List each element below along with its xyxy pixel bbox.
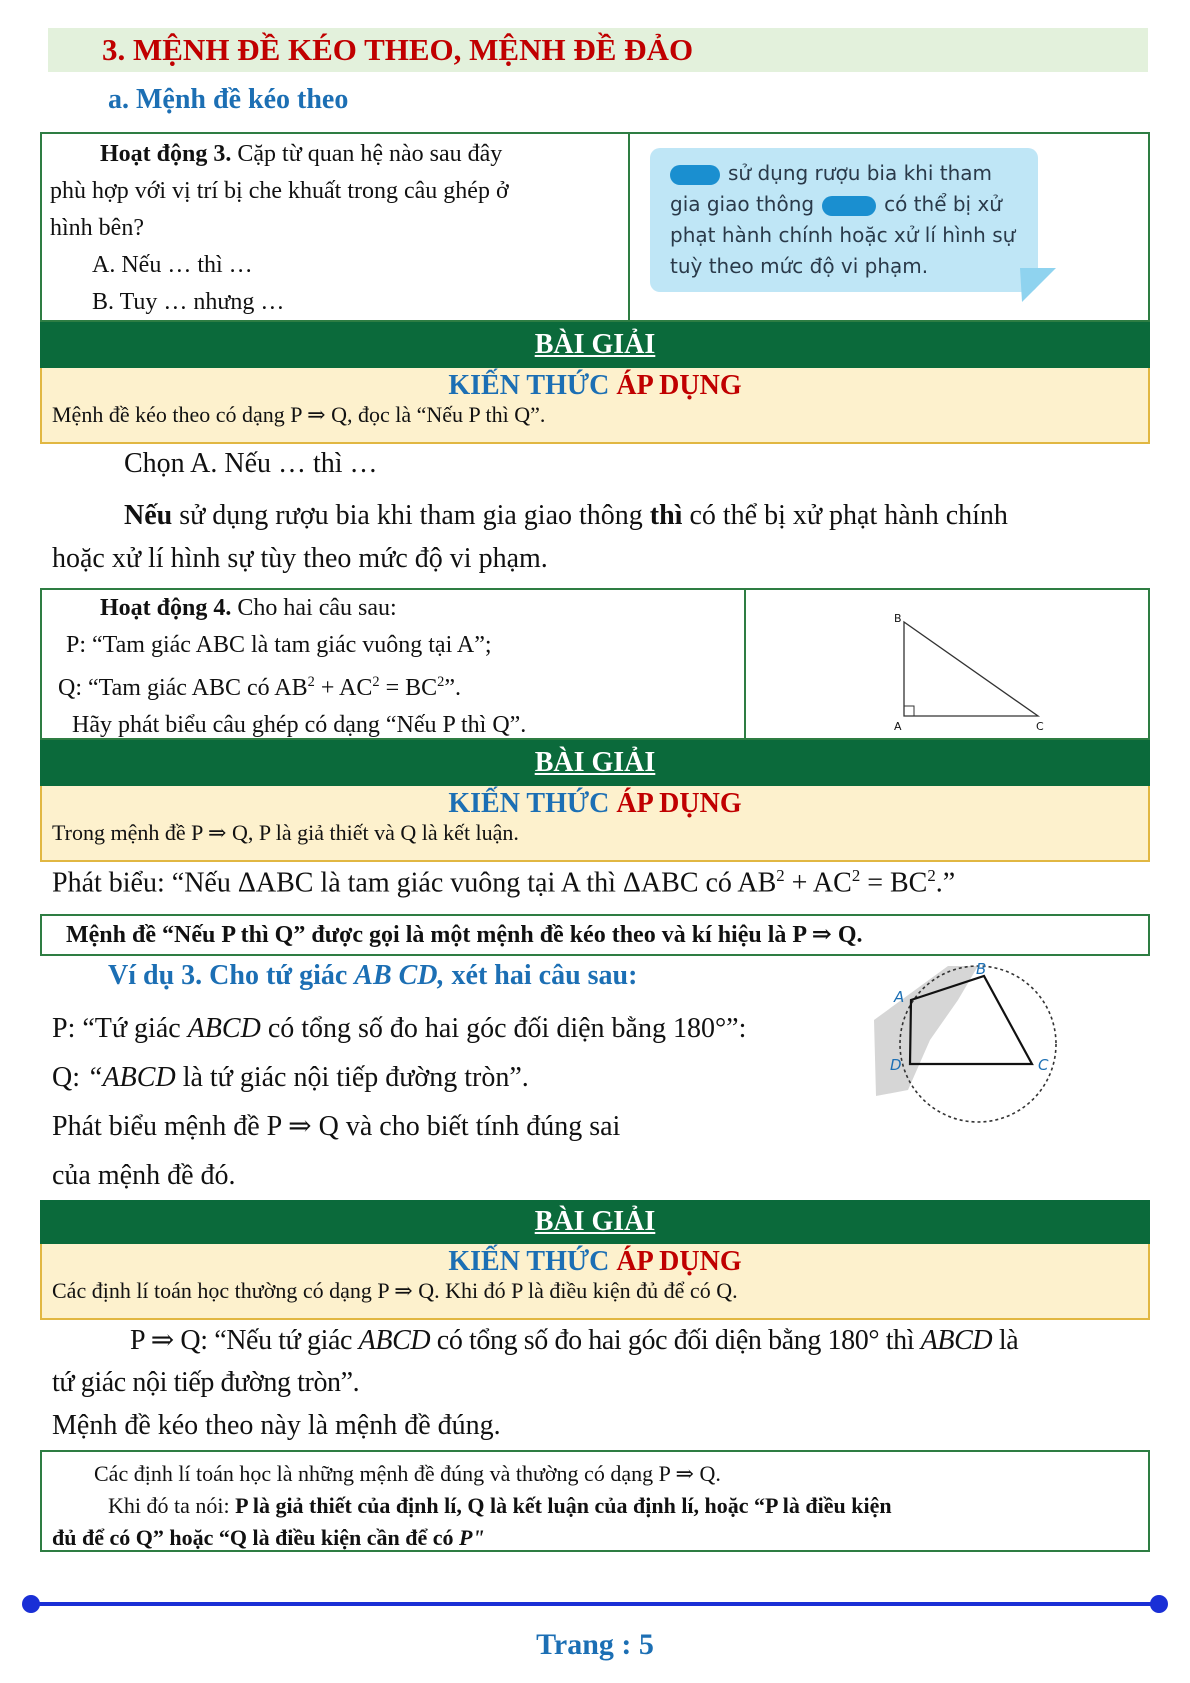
activity-3-box: [40, 132, 1150, 322]
example-3-q: Q: “ABCD là tứ giác nội tiếp đường tròn”.: [52, 1062, 529, 1093]
knowledge-box-3: [40, 1244, 1150, 1320]
statement-q: Q: “Tam giác ABC có $AB^2 + AC^2 = BC^2$”.: [58, 674, 462, 701]
solution-3-answer: P ⇒ Q: “Nếu tứ giác ABCD có tổng số đo hai góc đối diện bằng 180° thì ABCD là tứ giác nội tiếp đường tròn”.: [52, 1325, 1019, 1398]
explanation-1: Nếu sử dụng rượu bia khi tham gia giao thông thì có thể bị xử phạt hành chính hoặc xử lí hình sự tùy theo mức độ vi phạm.: [52, 500, 1008, 574]
option-a: A. Nếu … thì …: [92, 252, 253, 278]
example-3-body: [52, 1004, 746, 1200]
solution-2-header: BÀI GIẢI: [40, 740, 1150, 786]
vertex-a-label: A: [894, 720, 902, 732]
hidden-word-2: [822, 196, 876, 216]
activity-4-text: Hoạt động 4. Cho hai câu sau: P: “Tam giác ABC là tam giác vuông tại A”; Q: “Tam giác ABC có $AB^2 + AC^2 = BC^2$”. Hãy phát biểu câu ghép có dạng “Nếu P thì Q”.: [50, 590, 740, 744]
solution-3-conclusion: Mệnh đề kéo theo này là mệnh đề đúng.: [52, 1410, 501, 1441]
knowledge-title-2: KIẾN THỨC ÁP DỤNG: [448, 788, 742, 819]
example-3-title: Ví dụ 3. Cho tứ giác AB CD, xét hai câu sau:: [108, 960, 638, 991]
section-title: 3. MỆNH ĐỀ KÉO THEO, MỆNH ĐỀ ĐẢO: [48, 28, 1148, 72]
activity-3-text: Hoạt động 3. Cặp từ quan hệ nào sau đây phù hợp với vị trí bị che khuất trong câu ghép ở hình bên? A. Nếu … thì … B. Tuy … nhưng …: [50, 136, 620, 321]
footer-line: [30, 1602, 1160, 1606]
speech-bubble-tail: [1020, 268, 1060, 304]
solution-2-statement: Phát biểu: “Nếu ΔABC là tam giác vuông tại A thì ΔABC có $AB^2 + AC^2 = BC^2$.”: [52, 866, 956, 899]
definition-text: Mệnh đề “Nếu P thì Q” được gọi là một mệnh đề kéo theo và kí hiệu là P ⇒ Q.: [66, 922, 863, 948]
activity-4-box: [40, 588, 1150, 740]
activity-4-label: Hoạt động 4.: [100, 595, 232, 621]
cyclic-quadrilateral-figure: [860, 960, 1080, 1130]
page-number: Trang : 5: [536, 1628, 654, 1661]
quad-vertex-a-label: A: [894, 988, 905, 1006]
hidden-word-1: [670, 165, 720, 185]
knowledge-text-3: Các định lí toán học thường có dạng P ⇒ Q. Khi đó P là điều kiện đủ để có Q.: [52, 1278, 738, 1303]
knowledge-text-1: Mệnh đề kéo theo có dạng P ⇒ Q, đọc là “Nếu P thì Q”.: [52, 402, 546, 427]
activity-4-task: Hãy phát biểu câu ghép có dạng “Nếu P thì Q”.: [72, 712, 527, 738]
option-b: B. Tuy … nhưng …: [92, 289, 285, 315]
right-triangle-figure: [862, 604, 1082, 732]
example-3-task-1: Phát biểu mệnh đề P ⇒ Q và cho biết tính đúng sai: [52, 1111, 621, 1142]
vertex-c-label: C: [1036, 720, 1044, 732]
solution-1-header: BÀI GIẢI: [40, 322, 1150, 368]
example-3-task-2: của mệnh đề đó.: [52, 1160, 236, 1191]
knowledge-box-1: [40, 368, 1150, 444]
footer-dot-right: [1150, 1595, 1168, 1613]
quad-vertex-b-label: B: [976, 960, 987, 978]
vertex-b-label: B: [894, 612, 902, 625]
quad-vertex-d-label: D: [890, 1056, 902, 1074]
activity-4-divider: [744, 590, 746, 740]
subsection-title: a. Mệnh đề kéo theo: [108, 84, 349, 115]
speech-bubble: sử dụng rượu bia khi tham gia giao thông có thể bị xử phạt hành chính hoặc xử lí hình sự tuỳ theo mức độ vi phạm.: [650, 148, 1038, 292]
knowledge-box-2: [40, 786, 1150, 862]
theorem-note-box: [40, 1450, 1150, 1552]
knowledge-text-2: Trong mệnh đề P ⇒ Q, P là giả thiết và Q là kết luận.: [52, 820, 519, 845]
example-3-p: P: “Tứ giác ABCD có tổng số đo hai góc đối diện bằng 180°”:: [52, 1013, 747, 1044]
knowledge-title-3: KIẾN THỨC ÁP DỤNG: [448, 1246, 742, 1277]
quad-vertex-c-label: C: [1038, 1056, 1049, 1074]
theorem-note-text: Các định lí toán học là những mệnh đề đúng và thường có dạng P ⇒ Q. Khi đó ta nói: P là giả thiết của định lí, Q là kết luận của định lí, hoặc “P là điều kiện đủ để có Q” hoặc “Q là điều kiện cần để có P": [52, 1461, 892, 1550]
statement-p: P: “Tam giác ABC là tam giác vuông tại A”;: [66, 632, 492, 658]
knowledge-title-1: KIẾN THỨC ÁP DỤNG: [448, 370, 742, 401]
definition-box: [40, 914, 1150, 956]
footer-dot-left: [22, 1595, 40, 1613]
activity-3-label: Hoạt động 3.: [100, 141, 232, 167]
activity-3-divider: [628, 134, 630, 322]
solution-3-header: BÀI GIẢI: [40, 1200, 1150, 1244]
answer-1: Chọn A. Nếu … thì …: [124, 448, 378, 479]
